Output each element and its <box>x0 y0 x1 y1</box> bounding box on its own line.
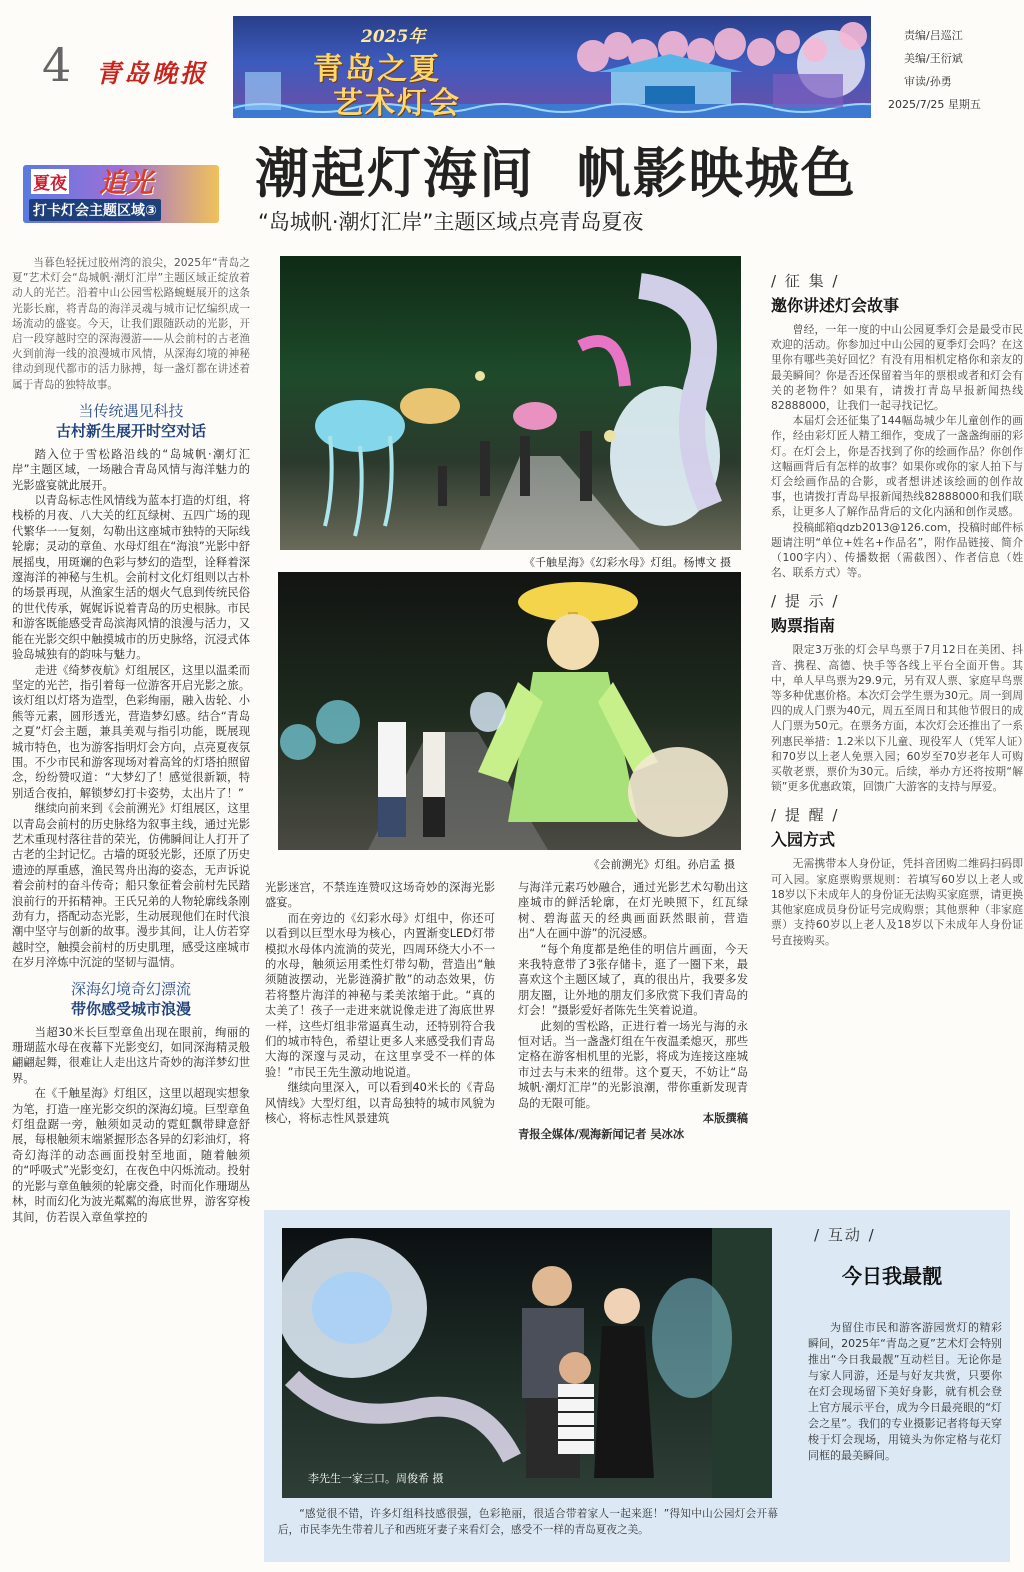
credit-designer: 美编/王衍斌 <box>904 52 963 65</box>
article-intro: 当暮色轻抚过胶州湾的浪尖，2025年“青岛之夏”艺术灯会“岛城帆·潮灯汇岸”主题区域正绽放着动人的光芒。沿着中山公园雪松路蜿蜒展开的这条光影长廊，将青岛的海洋灵魂与城市记忆编织成一场流动的盛宴。今天，让我们跟随跃动的光影，开启一段穿越时空的深海漫游——从会前村的古老渔火到前海一线的浪漫城市风情，从深海幻境的神秘律动到现代都市的活力脉搏，每一盏灯都在讲述着属于青岛的独特故事。 <box>12 257 250 391</box>
paragraph: 踏入位于雪松路沿线的“岛城帆·潮灯汇岸”主题区域，一场融合青岛风情与海洋魅力的光影盛宴就此展开。 <box>12 447 250 492</box>
subhead-2a: 深海幻境奇幻漂流 <box>70 979 191 998</box>
interactive-body <box>808 1320 1002 1464</box>
article-column-3 <box>518 880 748 1190</box>
interactive-quote: “感觉很不错，许多灯组科技感很强，色彩艳丽，很适合带着家人一起来逛！”得知中山公园灯会开幕后，市民李先生带着儿子和西班牙妻子来看灯会，感受不一样的青岛夏夜之美。 <box>278 1508 778 1536</box>
subhead-1a: 当传统遇见科技 <box>78 401 184 420</box>
badge-line1a: 夏夜 <box>31 169 69 194</box>
paragraph: 投稿邮箱qdzb2013@126.com，投稿时邮件标题请注明“单位+姓名+作品名”，附作品链接、简介（100字内）、传播数据（需截图）、作者信息（姓名、联系方式）等。 <box>771 520 1023 580</box>
article-column-2 <box>265 880 495 1190</box>
headline-subtitle: “岛城帆·潮灯汇岸”主题区域点亮青岛夏夜 <box>258 210 644 234</box>
byline-b: 青报全媒体/观海新闻记者 吴冰冰 <box>518 1127 685 1141</box>
subhead-1b: 古村新生展开时空对话 <box>55 421 206 440</box>
paragraph: 以青岛标志性风情线为蓝本打造的灯组，将栈桥的月夜、八大关的红瓦绿树、五四广场的现代繁华一一复刻，勾勒出这座城市独特的天际线轮廓；灵动的章鱼、水母灯组在“海浪”光影中舒展摇曳，用斑斓的色彩与梦幻的造型，诠释着深邃海洋的神秘与生机。会前村文化灯组则以古朴的场景再现，从渔家生活的烟火气息到传统民俗的世代传承，娓娓诉说着青岛的历史根脉。市民和游客既能感受青岛滨海风情的浪漫与活力，又能在光影交织中触摸城市的历史脉络，沉浸式体验岛城独有的韵味与魅力。 <box>12 494 250 662</box>
sidebar-3-body <box>771 856 1023 947</box>
paragraph: 而在旁边的《幻彩水母》灯组中，你还可以看到以巨型水母为核心，内置渐变LED灯带模拟水母体内流淌的荧光，四周环绕大小不一的水母，触须运用柔性灯带勾勒，营造出“触须随波摆动，光影涟漪扩散”的动态效果，仿若将整片海洋的神秘与柔美浓缩于此。“真的太美了！孩子一走进来就说像走进了海底世界一样，这些灯组非常逼真生动，还特别符合我们的城市特色，希望让更多人来感受我们青岛大海的深邃与灵动，在这里享受不一样的体验！”市民王先生激动地说道。 <box>265 911 495 1079</box>
paragraph: 为留住市民和游客游园赏灯的精彩瞬间，2025年“青岛之夏”艺术灯会特别推出“今日我最靓”互动栏目。无论你是与家人同游，还是与好友共赏，只要你在灯会现场留下美好身影，就有机会登上官方展示平台，成为今日最亮眼的“灯会之星”。我们的专业摄影记者将每天穿梭于灯会现场，用镜头为你定格与花灯同框的最美瞬间。 <box>808 1321 1002 1462</box>
family-photo <box>282 1228 772 1498</box>
paragraph: 与海洋元素巧妙融合，通过光影艺术勾勒出这座城市的鲜活轮廓，在灯光映照下，红瓦绿树、碧海蓝天的经典画面跃然眼前，营造出“人在画中游”的沉浸感。 <box>518 881 748 941</box>
sidebar <box>771 270 1023 1200</box>
banner-line2: 艺术灯会 <box>333 86 461 118</box>
series-badge <box>23 165 219 223</box>
lantern-scene-2 <box>278 572 741 850</box>
lantern-scene-1 <box>280 256 741 550</box>
sidebar-3-title: 入园方式 <box>771 830 836 850</box>
family-photo-scene <box>282 1228 772 1498</box>
subhead-1 <box>12 401 250 441</box>
paragraph: 在《千触星海》灯组区，这里以超现实想象为笔，打造一座光影交织的深海幻境。巨型章鱼灯组盘踞一旁，触须如灵动的霓虹飘带肆意舒展，每根触须末端紧握形态各异的幻彩油灯，将奇幻海洋的动态画面投射至地面，随着触须的“呼吸式”光影变幻，在夜色中闪烁流动。投射的光影与章鱼触须的轮廓交叠，时而化作珊瑚丛林，时而幻化为波光粼粼的海底世界，游客穿梭其间，仿若误入章鱼掌控的 <box>12 1087 250 1224</box>
paragraph: 当超30米长巨型章鱼出现在眼前，绚丽的珊瑚蓝水母在夜幕下光影变幻，如同深海精灵般翩翩起舞，很难让人走出这片奇妙的海洋梦幻世界。 <box>12 1025 250 1085</box>
sidebar-2-title: 购票指南 <box>771 616 836 636</box>
banner <box>233 16 871 118</box>
interactive-title: 今日我最靓 <box>842 1264 942 1288</box>
paper-name: 青岛晚报 <box>96 59 209 88</box>
badge-line1b: 追光 <box>99 168 153 199</box>
paragraph: 光影迷宫，不禁连连赞叹这场奇妙的深海光影盛宴。 <box>265 881 495 910</box>
paragraph: 无需携带本人身份证，凭抖音团购二维码扫码即可入园。家庭票购票规则：若填写60岁以上老人或18岁以下未成年人的身份证无法购买家庭票，请更换其他家庭成员身份证号完成购票；其他票种（非家庭票）支持60岁以上老人及18岁以下未成年人身份证号直接购买。 <box>771 857 1023 947</box>
credits <box>888 24 981 116</box>
banner-year: 2025年 <box>361 27 426 47</box>
headline-title: 潮起灯海间 帆影映城色 <box>255 141 857 205</box>
article-column-1 <box>12 256 250 1566</box>
paragraph: 曾经，一年一度的中山公园夏季灯会是最受市民欢迎的活动。你参加过中山公园的夏季灯会吗？在这里你有哪些美好回忆？有没有用相机定格你和亲友的最美瞬间？你是否还保留着当年的票根或者和灯会有关的老物件？如果有，请拨打青岛早报新闻热线82888000，让我们一起寻找记忆。 <box>771 323 1023 413</box>
paragraph: 继续向前来到《会前溯光》灯组展区，这里以青岛会前村的历史脉络为叙事主线，通过光影艺术重现村落往昔的荣光，仿佛瞬间让人打开了古老的尘封记忆。古墙的斑驳光影，还原了历史遗迹的厚重感，渔民驾舟出海的姿态，无声诉说着会前村的奋斗传奇；船只象征着会前村先民踏浪前行的开拓精神。王氏兄弟的人物轮廓线条刚劲有力，搭配动态光影，生动展现他们在时代浪潮中坚守与创新的故事。漫步其间，让人仿若穿越时空，触摸会前村的历史肌理，感受这座城市在岁月淬炼中沉淀的坚韧与温情。 <box>12 802 250 970</box>
paragraph: 继续向里深入，可以看到40米长的《青岛风情线》大型灯组，以青岛独特的城市风貌为核心，将标志性风景建筑 <box>265 1081 495 1126</box>
photo-1-caption: 《千触星海》《幻彩水母》灯组。杨博文 摄 <box>524 556 731 569</box>
sidebar-2-tag: / 提 示 / <box>771 592 840 611</box>
credit-editor: 责编/吕巡江 <box>904 29 963 42</box>
paragraph: 本届灯会还征集了144幅岛城少年儿童创作的画作，经由彩灯匠人精工细作，变成了一盏盏绚丽的彩灯。在灯会上，你是否找到了你的绘画作品？你创作这幅画背后有怎样的故事？如果你或你的家人拍下与灯会绘画作品的合影，或者想讲述该绘画的创作故事，也请拨打青岛早报新闻热线82888000和我们联系，让更多人了解作品背后的文化内涵和创作灵感。 <box>771 414 1023 519</box>
credit-reviewer: 审读/孙勇 <box>904 75 952 88</box>
banner-line1: 青岛之夏 <box>313 52 441 87</box>
subhead-2b: 带你感受城市浪漫 <box>70 999 191 1018</box>
family-photo-caption: 李先生一家三口。周俊希 摄 <box>308 1472 444 1485</box>
sidebar-1-body <box>771 322 1023 580</box>
sidebar-2-body <box>771 642 1023 794</box>
sidebar-1-tag: / 征 集 / <box>771 272 840 290</box>
photo-huiqian-lanterns <box>278 572 741 850</box>
paragraph: 此刻的雪松路，正进行着一场光与海的永恒对话。当一盏盏灯组在午夜温柔熄灭，那些定格在游客相机里的光影，将成为连接这座城市过去与未来的纽带。这个夏天，不妨让“岛城帆·潮灯汇岸”的光影浪潮，带你重新发现青岛的无限可能。 <box>518 1019 748 1110</box>
byline <box>518 1111 748 1126</box>
credit-date: 2025/7/25 星期五 <box>888 98 981 111</box>
byline-a: 本版撰稿 <box>702 1112 748 1126</box>
interactive-tag: / 互动 / <box>814 1226 876 1244</box>
page-number: 4 <box>42 38 72 92</box>
badge-line2: 打卡灯会主题区域③ <box>29 199 161 221</box>
subhead-2 <box>12 979 250 1019</box>
sidebar-3-tag: / 提 醒 / <box>771 806 840 825</box>
photo-jellyfish-lanterns <box>280 256 741 550</box>
sidebar-1-title: 邀你讲述灯会故事 <box>771 296 900 315</box>
photo-2-caption: 《会前溯光》灯组。孙启孟 摄 <box>588 858 735 871</box>
paragraph: 走进《绮梦夜航》灯组展区，这里以温柔而坚定的光芒，指引着每一位游客开启光影之旅。该灯组以灯塔为造型，色彩绚丽，融入齿轮、小熊等元素，圆形透光，营造梦幻感。结合“青岛之夏”灯会主题，兼具美观与指引功能，既展现城市特色，也为游客指明灯会方向，点亮夏夜氛围。不少市民和游客现场对着高耸的灯塔拍照留念，纷纷赞叹道：“大梦幻了！感觉很新颖，特别适合夜拍，解锁梦幻打卡姿势，太出片了！” <box>12 663 250 800</box>
paragraph: 限定3万张的灯会早鸟票于7月12日在美团、抖音、携程、高德、快手等各线上平台全面开售。其中，单人早鸟票为29.9元，另有双人票、家庭早鸟票等多种优惠价格。本次灯会学生票为30元。周一到周四的成人门票为40元，周五至周日和其他节假日的成人门票为50元。在票务方面，本次灯会还推出了一系列惠民举措：1.2米以下儿童、现役军人（凭军人证）和70岁以上老人免票入园；60岁至70岁老年人可购买敬老票，票价为30元。后续，举办方还将按期“解锁”更多优惠政策，回馈广大游客的支持与厚爱。 <box>771 643 1023 794</box>
interactive-box <box>264 1210 1010 1562</box>
paragraph: “每个角度都是绝佳的明信片画面，今天来我特意带了3张存储卡，逛了一圈下来，最喜欢这个主题区域了，真的很出片，我要多发朋友圈，让外地的朋友们多欣赏下我们青岛的灯会！”摄影爱好者陈先生笑着说道。 <box>518 942 748 1018</box>
